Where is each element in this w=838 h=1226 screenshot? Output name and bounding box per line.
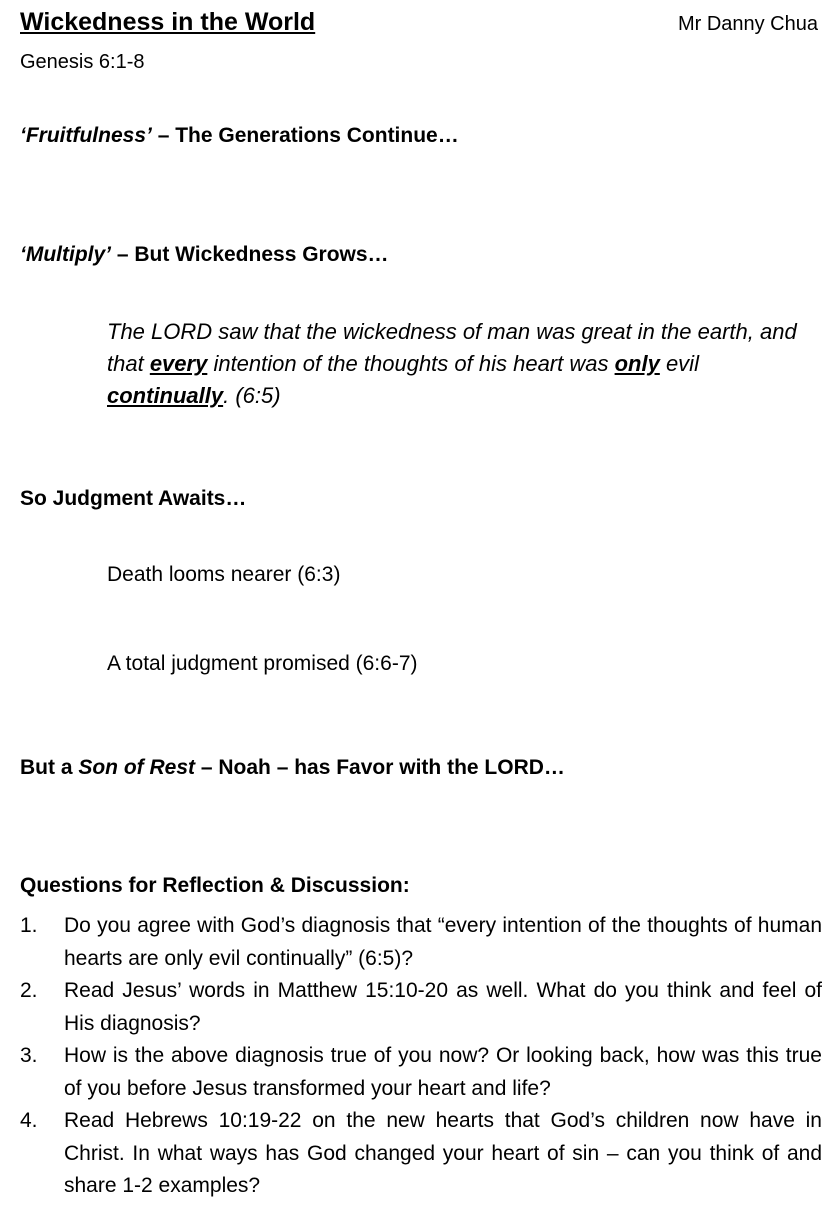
speaker-name: Mr Danny Chua <box>677 13 818 35</box>
list-item <box>20 910 822 975</box>
question-text: Read Jesus’ words in Matthew 15:10-20 as well. What do you think and feel of His diagnosis? <box>64 979 822 1035</box>
section-heading-noah: But a Son of Rest – Noah – has Favor with the LORD… <box>20 756 565 779</box>
section-heading-text: – But Wickedness Grows… <box>111 243 389 266</box>
question-number: 3. <box>20 1044 38 1067</box>
questions-list <box>20 910 822 1203</box>
judgment-point-1: Death looms nearer (6:3) <box>107 563 341 586</box>
verse-emphasis-only: only <box>614 351 660 376</box>
section-keyword: Son of Rest <box>78 756 196 779</box>
question-number: 2. <box>20 979 38 1002</box>
question-text: Do you agree with God’s diagnosis that “every intention of the thoughts of human hearts are only evil continually” (6:5)? <box>64 914 822 970</box>
section-heading-text: – The Generations Continue… <box>151 124 459 147</box>
verse-emphasis-every: every <box>149 351 208 376</box>
section-heading-judgment: So Judgment Awaits… <box>20 487 247 510</box>
question-text: How is the above diagnosis true of you now? Or looking back, how was this true of you before Jesus transformed your heart and life? <box>64 1044 822 1100</box>
judgment-point-2: A total judgment promised (6:6-7) <box>107 652 418 675</box>
questions-heading: Questions for Reflection & Discussion: <box>20 874 410 897</box>
section-heading-multiply <box>20 243 389 267</box>
section-keyword: ‘Fruitfulness’ <box>20 124 152 147</box>
list-item <box>20 1040 822 1105</box>
scripture-reference: Genesis 6:1-8 <box>20 51 145 73</box>
verse-quote: The LORD saw that the wickedness of man was great in the earth, and that every intention of the thoughts of his heart was only evil continually. (6:5) <box>107 319 797 408</box>
page-title: Wickedness in the World <box>20 8 316 36</box>
list-item <box>20 1105 822 1203</box>
question-number: 4. <box>20 1109 38 1132</box>
section-heading-fruitfulness <box>20 124 459 148</box>
section-keyword: ‘Multiply’ <box>20 243 111 266</box>
question-text: Read Hebrews 10:19-22 on the new hearts that God’s children now have in Christ. In what ways has God changed your heart of sin – can you think of and share 1-2 examples? <box>64 1109 822 1197</box>
list-item <box>20 975 822 1040</box>
question-number: 1. <box>20 914 38 937</box>
verse-emphasis-continually: continually <box>107 383 224 408</box>
